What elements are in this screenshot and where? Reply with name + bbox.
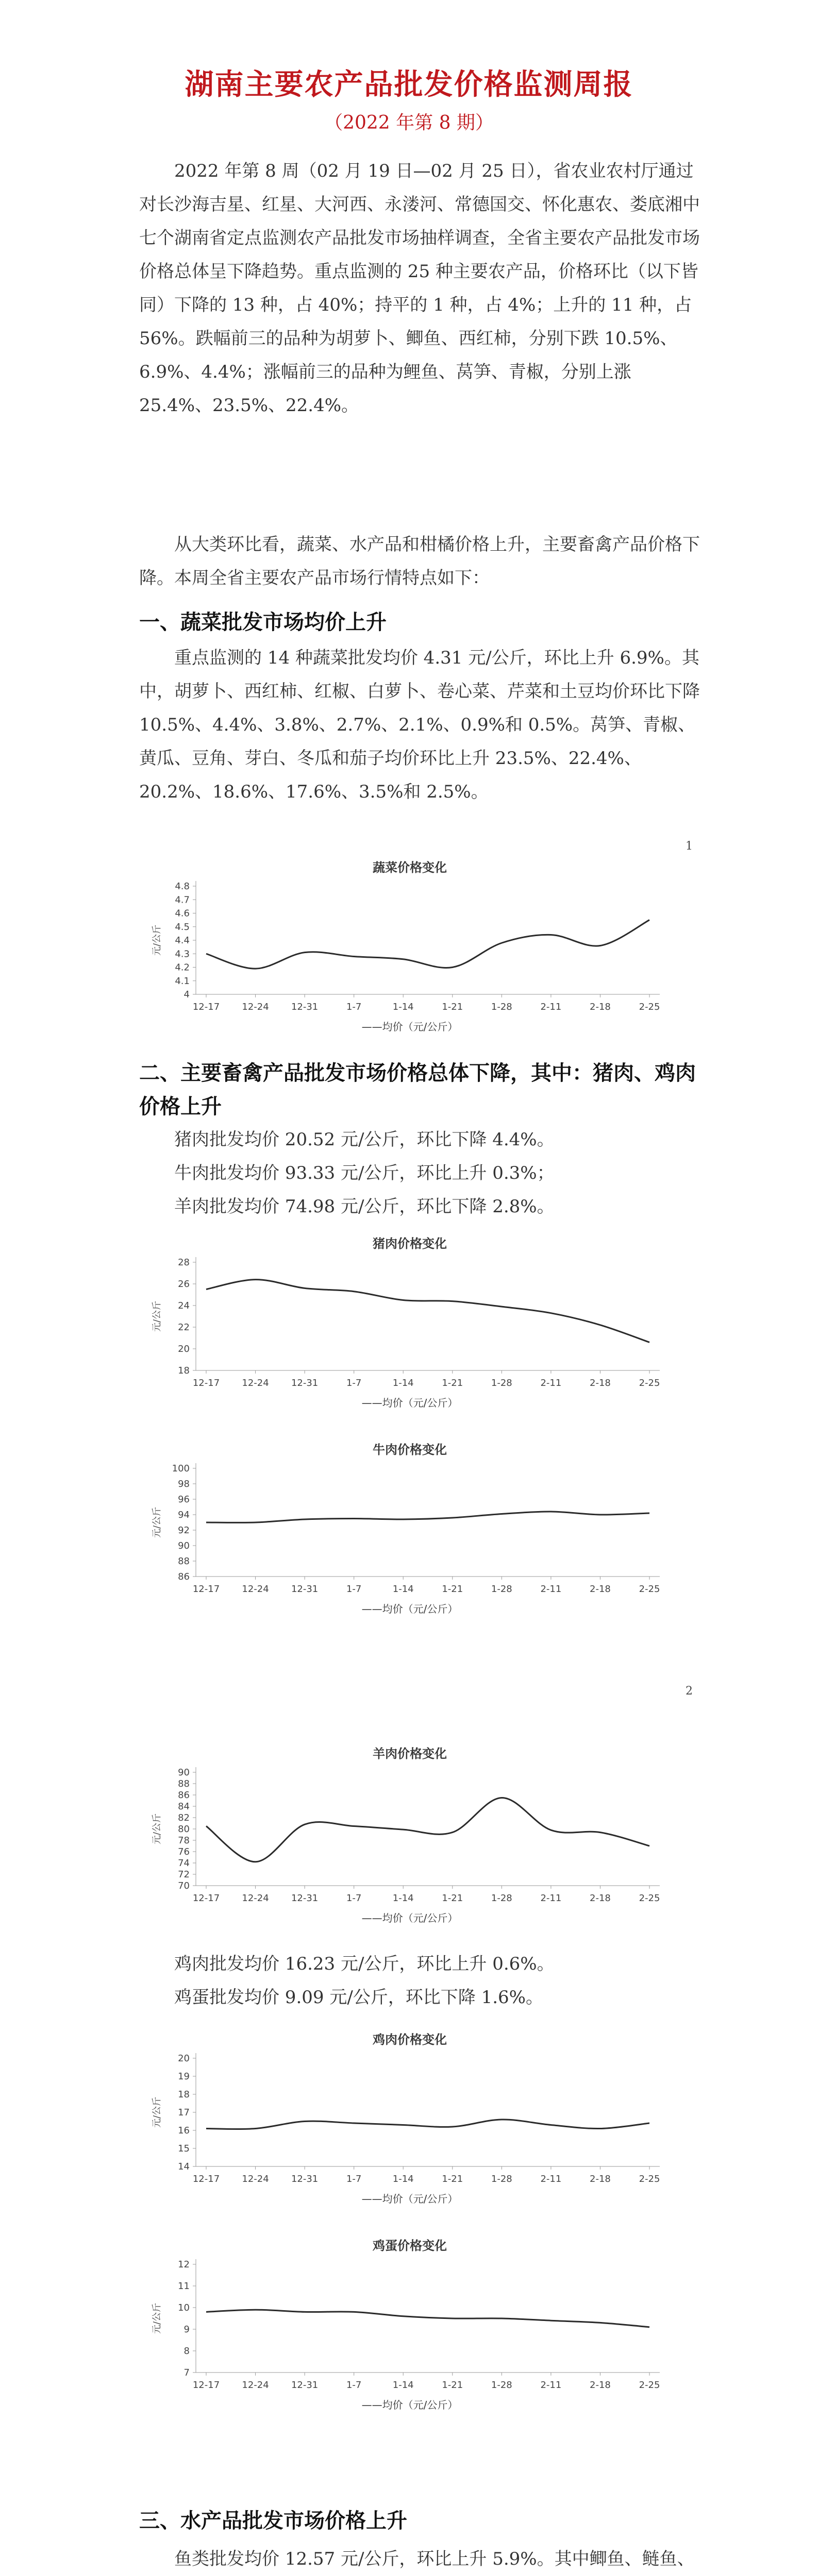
y-axis-label: 元/公斤: [152, 2302, 162, 2334]
x-tick-label: 1-7: [346, 1584, 362, 1595]
series-line: [206, 1512, 649, 1522]
y-tick-label: 4.4: [175, 935, 190, 946]
chart-egg: [139, 2233, 680, 2419]
x-tick-label: 1-21: [442, 1893, 463, 1904]
chart-legend: ——均价（元/公斤）: [361, 1021, 458, 1033]
y-tick-label: 90: [178, 1540, 190, 1551]
x-tick-label: 1-14: [392, 2380, 414, 2391]
chart-legend: ——均价（元/公斤）: [361, 2399, 458, 2411]
x-tick-label: 12-31: [291, 1584, 319, 1595]
chart-vegetable: [139, 855, 680, 1041]
y-tick-label: 72: [178, 1869, 190, 1880]
x-tick-label: 2-11: [540, 1002, 562, 1012]
x-tick-label: 12-24: [242, 1893, 269, 1904]
y-tick-label: 9: [183, 2324, 190, 2335]
report-title: 湖南主要农产品批发价格监测周报: [185, 67, 633, 101]
section-3-paragraph: 鱼类批发均价 12.57 元/公斤，环比上升 5.9%。其中鲫鱼、鲢鱼、: [174, 2549, 695, 2569]
y-tick-label: 22: [178, 1322, 190, 1333]
x-tick-label: 2-18: [590, 1584, 611, 1595]
chart-title: 鸡肉价格变化: [373, 2032, 447, 2047]
intro-paragraph-1: 2022 年第 8 周（02 月 19 日—02 月 25 日），省农业农村厅通过对长沙海吉星、红星、大河西、永溇河、常德国交、怀化惠农、娄底湘中七个湖南省定点监测农产品批发市场抽样调查，全省主要农产品批发市场价格总体呈下降趋势。重点监测的 25 种主要农产品，价格环比（以下皆同）下降的 13 种，占 40%；持平的 1 种，占 4%；上升的 11 种，占 56%。跌幅前三的品种为胡萝卜、鲫鱼、西红柿，分别下跌 10.5%、6.9%、4.4%；涨幅前三的品种为鲤鱼、莴笋、青椒，分别上涨 25.4%、23.5%、22.4%。: [139, 161, 700, 416]
chart-title: 羊肉价格变化: [373, 1747, 447, 1761]
x-tick-label: 12-17: [192, 1584, 220, 1595]
x-tick-label: 12-31: [291, 2380, 319, 2391]
y-tick-label: 70: [178, 1880, 190, 1891]
y-tick-label: 14: [178, 2161, 190, 2172]
y-axis-label: 元/公斤: [152, 1813, 162, 1845]
x-tick-label: 2-25: [639, 2380, 660, 2391]
y-tick-label: 12: [178, 2259, 190, 2270]
y-axis-label: 元/公斤: [152, 1506, 162, 1538]
x-tick-label: 12-31: [291, 1378, 319, 1388]
y-tick-label: 4: [183, 989, 190, 1000]
x-tick-label: 1-28: [491, 2380, 512, 2391]
y-tick-label: 90: [178, 1767, 190, 1778]
x-tick-label: 1-14: [392, 1378, 414, 1388]
x-tick-label: 12-17: [192, 1002, 220, 1012]
x-tick-label: 2-25: [639, 1378, 660, 1388]
y-axis-label: 元/公斤: [152, 924, 162, 956]
x-tick-label: 1-28: [491, 1893, 512, 1904]
x-tick-label: 1-7: [346, 1378, 362, 1388]
x-tick-label: 1-28: [491, 1002, 512, 1012]
y-tick-label: 74: [178, 1858, 190, 1869]
series-line: [206, 1280, 649, 1343]
y-tick-label: 88: [178, 1778, 190, 1789]
chart-title: 牛肉价格变化: [373, 1443, 447, 1457]
x-tick-label: 2-11: [540, 1893, 562, 1904]
chart-legend: ——均价（元/公斤）: [361, 2193, 458, 2205]
chart-title: 鸡蛋价格变化: [373, 2239, 447, 2253]
x-tick-label: 12-31: [291, 1893, 319, 1904]
chart-legend: ——均价（元/公斤）: [361, 1603, 458, 1615]
x-tick-label: 1-14: [392, 1584, 414, 1595]
series-line: [206, 1798, 649, 1861]
x-tick-label: 2-25: [639, 1002, 660, 1012]
mutton-text: 羊肉批发均价 74.98 元/公斤，环比下降 2.8%。: [174, 1196, 555, 1217]
x-tick-label: 1-21: [442, 1002, 463, 1012]
y-tick-label: 4.2: [175, 962, 190, 973]
y-tick-label: 4.8: [175, 881, 190, 892]
y-tick-label: 76: [178, 1846, 190, 1857]
y-tick-label: 11: [178, 2281, 190, 2292]
y-tick-label: 100: [172, 1463, 190, 1474]
x-tick-label: 2-18: [590, 1893, 611, 1904]
y-tick-label: 98: [178, 1479, 190, 1489]
x-tick-label: 12-17: [192, 2380, 220, 2391]
y-tick-label: 8: [183, 2346, 190, 2357]
x-tick-label: 2-18: [590, 2174, 611, 2184]
y-tick-label: 24: [178, 1300, 190, 1311]
section-2-heading: 二、主要畜禽产品批发市场价格总体下降，其中：猪肉、鸡肉价格上升: [139, 1061, 696, 1118]
y-tick-label: 10: [178, 2302, 190, 2313]
chicken-text: 鸡肉批发均价 16.23 元/公斤，环比上升 0.6%。: [174, 1954, 555, 1974]
x-tick-label: 2-25: [639, 2174, 660, 2184]
y-tick-label: 18: [178, 1365, 190, 1376]
intro-paragraph-2: 从大类环比看，蔬菜、水产品和柑橘价格上升，主要畜禽产品价格下降。本周全省主要农产品市场行情特点如下：: [139, 534, 700, 588]
y-tick-label: 17: [178, 2107, 190, 2118]
x-tick-label: 1-7: [346, 2174, 362, 2184]
x-tick-label: 1-14: [392, 1002, 414, 1012]
x-tick-label: 1-21: [442, 2380, 463, 2391]
series-line: [206, 920, 649, 969]
x-tick-label: 12-31: [291, 2174, 319, 2184]
chart-legend: ——均价（元/公斤）: [361, 1397, 458, 1409]
x-tick-label: 1-7: [346, 1002, 362, 1012]
y-tick-label: 16: [178, 2125, 190, 2136]
y-tick-label: 4.3: [175, 948, 190, 960]
x-tick-label: 12-17: [192, 1893, 220, 1904]
y-tick-label: 78: [178, 1835, 190, 1846]
y-axis-label: 元/公斤: [152, 2096, 162, 2128]
x-tick-label: 12-24: [242, 1002, 269, 1012]
y-tick-label: 7: [183, 2367, 190, 2378]
x-tick-label: 2-11: [540, 1584, 562, 1595]
y-tick-label: 94: [178, 1510, 190, 1520]
y-axis-label: 元/公斤: [152, 1300, 162, 1332]
x-tick-label: 12-24: [242, 1584, 269, 1595]
y-tick-label: 4.5: [175, 921, 190, 933]
x-tick-label: 1-28: [491, 2174, 512, 2184]
x-tick-label: 2-11: [540, 2380, 562, 2391]
page-number-1: 1: [686, 840, 693, 853]
y-tick-label: 86: [178, 1790, 190, 1801]
y-tick-label: 18: [178, 2089, 190, 2100]
x-tick-label: 1-14: [392, 2174, 414, 2184]
x-tick-label: 12-24: [242, 2380, 269, 2391]
beef-text: 牛肉批发均价 93.33 元/公斤，环比上升 0.3%；: [174, 1163, 555, 1183]
chart-chicken: [139, 2027, 680, 2213]
egg-text: 鸡蛋批发均价 9.09 元/公斤，环比下降 1.6%。: [174, 1987, 543, 2008]
x-tick-label: 12-17: [192, 1378, 220, 1388]
series-line: [206, 2120, 649, 2129]
x-tick-label: 2-25: [639, 1893, 660, 1904]
x-tick-label: 2-11: [540, 2174, 562, 2184]
x-tick-label: 1-7: [346, 2380, 362, 2391]
y-tick-label: 4.7: [175, 894, 190, 906]
y-tick-label: 82: [178, 1812, 190, 1823]
x-tick-label: 2-11: [540, 1378, 562, 1388]
chart-legend: ——均价（元/公斤）: [361, 1912, 458, 1924]
y-tick-label: 92: [178, 1525, 190, 1536]
x-tick-label: 1-28: [491, 1378, 512, 1388]
y-tick-label: 26: [178, 1279, 190, 1290]
y-tick-label: 20: [178, 2053, 190, 2064]
x-tick-label: 12-17: [192, 2174, 220, 2184]
x-tick-label: 2-18: [590, 1378, 611, 1388]
y-tick-label: 4.1: [175, 975, 190, 987]
x-tick-label: 1-7: [346, 1893, 362, 1904]
x-tick-label: 2-18: [590, 2380, 611, 2391]
section-3-heading: 三、水产品批发市场价格上升: [139, 2509, 407, 2533]
y-tick-label: 4.6: [175, 908, 190, 919]
x-tick-label: 1-21: [442, 1378, 463, 1388]
chart-beef: [139, 1437, 680, 1623]
x-tick-label: 1-14: [392, 1893, 414, 1904]
x-tick-label: 1-28: [491, 1584, 512, 1595]
y-tick-label: 80: [178, 1824, 190, 1835]
y-tick-label: 88: [178, 1556, 190, 1567]
y-tick-label: 28: [178, 1257, 190, 1268]
x-tick-label: 12-24: [242, 1378, 269, 1388]
x-tick-label: 12-24: [242, 2174, 269, 2184]
x-tick-label: 12-31: [291, 1002, 319, 1012]
x-tick-label: 1-21: [442, 2174, 463, 2184]
y-tick-label: 20: [178, 1344, 190, 1354]
x-tick-label: 2-25: [639, 1584, 660, 1595]
series-line: [206, 2310, 649, 2327]
y-tick-label: 15: [178, 2143, 190, 2154]
x-tick-label: 1-21: [442, 1584, 463, 1595]
issue-number: （2022 年第 8 期）: [324, 112, 494, 133]
chart-mutton: [139, 1741, 680, 1932]
y-tick-label: 84: [178, 1801, 190, 1812]
x-tick-label: 2-18: [590, 1002, 611, 1012]
chart-pork: [139, 1231, 680, 1417]
section-1-paragraph: 重点监测的 14 种蔬菜批发均价 4.31 元/公斤，环比上升 6.9%。其中，胡萝卜、西红柿、红椒、白萝卜、卷心菜、芹菜和土豆均价环比下降 10.5%、4.4%、3.8%、2.7%、2.1%、0.9%和 0.5%。莴笋、青椒、黄瓜、豆角、芽白、冬瓜和茄子均价环比上升 23.5%、22.4%、20.2%、18.6%、17.6%、3.5%和 2.5%。: [139, 648, 700, 802]
section-1-heading: 一、蔬菜批发市场均价上升: [139, 610, 387, 634]
y-tick-label: 86: [178, 1571, 190, 1582]
page-number-2: 2: [686, 1685, 693, 1698]
pork-text: 猪肉批发均价 20.52 元/公斤，环比下降 4.4%。: [174, 1129, 555, 1150]
y-tick-label: 19: [178, 2071, 190, 2082]
chart-title: 蔬菜价格变化: [373, 860, 447, 875]
chart-title: 猪肉价格变化: [373, 1236, 447, 1251]
y-tick-label: 96: [178, 1494, 190, 1505]
